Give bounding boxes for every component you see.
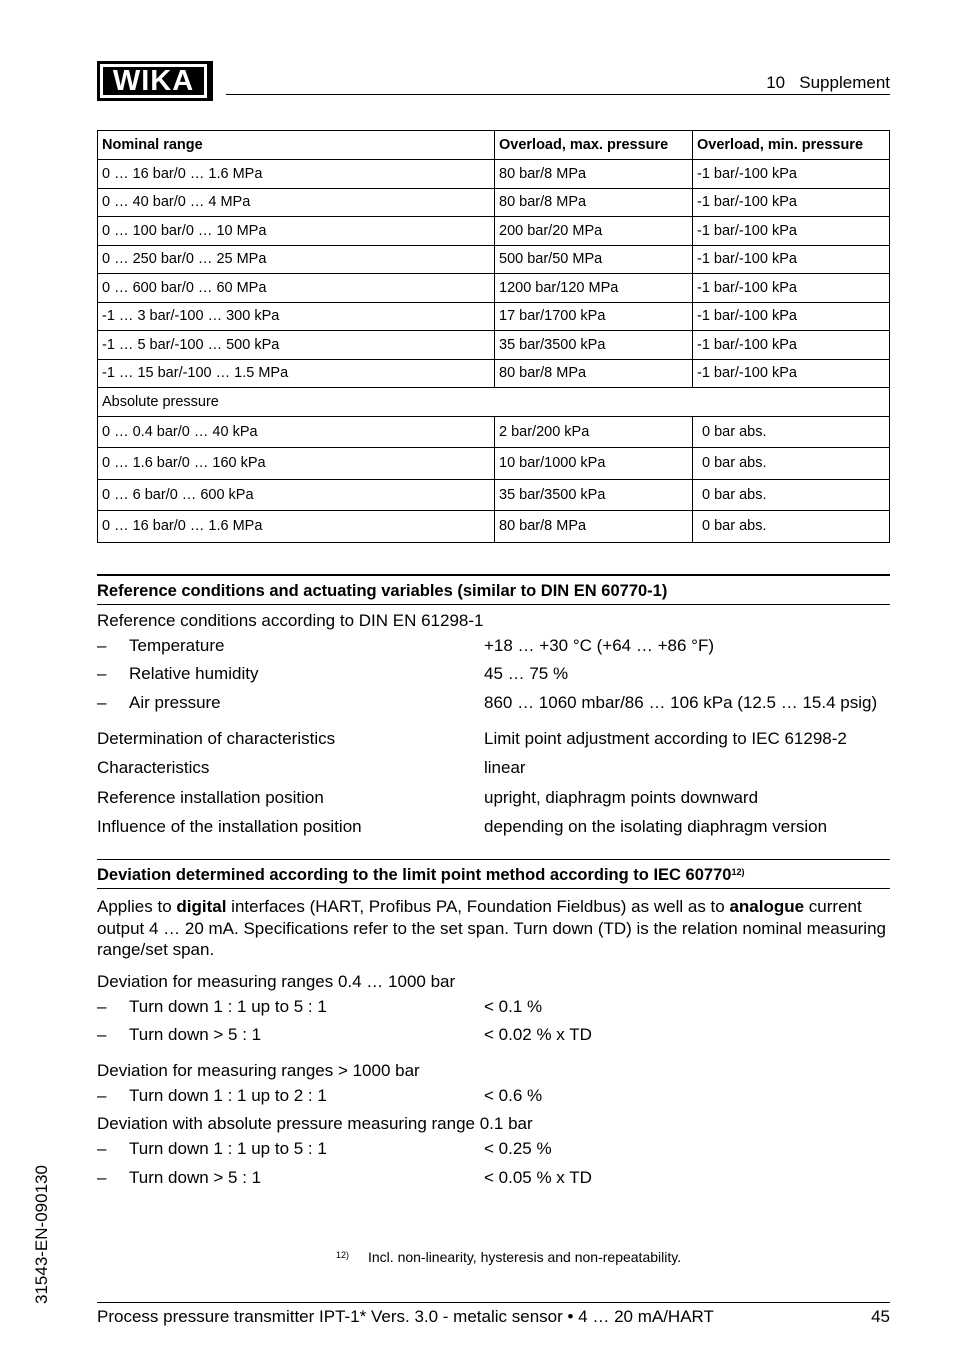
table-cell: 0 … 250 bar/0 … 25 MPa <box>98 245 495 274</box>
table-cell: 0 … 6 bar/0 … 600 kPa <box>98 479 495 511</box>
section-rule-top <box>97 859 890 860</box>
table-cell: -1 bar/-100 kPa <box>693 188 890 217</box>
table-row <box>98 359 890 388</box>
table-cell: 0 … 1.6 bar/0 … 160 kPa <box>98 448 495 480</box>
table-subheader-row <box>98 388 890 417</box>
list-dash: – <box>97 1168 107 1187</box>
table-row <box>98 331 890 360</box>
item-value: < 0.25 % <box>484 1139 552 1158</box>
item-value: < 0.1 % <box>484 997 543 1016</box>
table-cell: 0 … 16 bar/0 … 1.6 MPa <box>98 160 495 189</box>
item-value: 45 … 75 % <box>484 664 569 683</box>
pair-value: upright, diaphragm points downward <box>484 788 759 807</box>
item-label: Turn down 1 : 1 up to 5 : 1 <box>129 997 327 1016</box>
column-header: Overload, min. pressure <box>693 131 890 160</box>
group-title: Deviation for measuring ranges > 1000 bar <box>97 1061 420 1080</box>
table-cell: 200 bar/20 MPa <box>495 217 693 246</box>
list-dash: – <box>97 693 107 712</box>
table-row <box>98 302 890 331</box>
table-row <box>98 245 890 274</box>
document-code: 31543-EN-090130 <box>32 1165 51 1304</box>
item-value: 860 … 1060 mbar/86 … 106 kPa (12.5 … 15.4 psig) <box>484 693 878 712</box>
footnote-ref: 12) <box>731 867 745 877</box>
reference-section-title: Reference conditions and actuating variables (similar to DIN EN 60770-1) <box>97 582 668 600</box>
table-cell: 80 bar/8 MPa <box>495 160 693 189</box>
overload-table <box>97 130 890 543</box>
table-cell: -1 bar/-100 kPa <box>693 160 890 189</box>
table-cell: -1 bar/-100 kPa <box>693 359 890 388</box>
table-cell: -1 bar/-100 kPa <box>693 245 890 274</box>
column-header: Overload, max. pressure <box>495 131 693 160</box>
table-cell: -1 … 3 bar/-100 … 300 kPa <box>98 302 495 331</box>
footnote-text: Incl. non-linearity, hysteresis and non-repeatability. <box>368 1249 682 1265</box>
reference-intro: Reference conditions according to DIN EN 61298-1 <box>97 611 484 630</box>
table-row <box>98 217 890 246</box>
table-cell: -1 bar/-100 kPa <box>693 274 890 303</box>
table-cell: 80 bar/8 MPa <box>495 511 693 543</box>
section-rule-bottom <box>97 604 890 605</box>
pair-label: Characteristics <box>97 758 210 777</box>
list-dash: – <box>97 997 107 1016</box>
para-bold: analogue <box>729 897 805 916</box>
table-cell: 1200 bar/120 MPa <box>495 274 693 303</box>
list-dash: – <box>97 1139 107 1158</box>
table-cell: 80 bar/8 MPa <box>495 359 693 388</box>
item-label: Turn down 1 : 1 up to 2 : 1 <box>129 1086 327 1105</box>
list-dash: – <box>97 1025 107 1044</box>
table-cell: 35 bar/3500 kPa <box>495 479 693 511</box>
footnote-number: 12) <box>336 1250 350 1260</box>
table-cell: 0 bar abs. <box>693 416 890 448</box>
pair-label: Determination of characteristics <box>97 729 336 748</box>
para-bold: digital <box>176 897 227 916</box>
footer-title: Process pressure transmitter IPT-1* Vers. 3.0 - metalic sensor • 4 … 20 mA/HART <box>97 1307 714 1326</box>
item-label: Air pressure <box>129 693 221 712</box>
table-cell: 0 … 0.4 bar/0 … 40 kPa <box>98 416 495 448</box>
table-cell: 0 … 16 bar/0 … 1.6 MPa <box>98 511 495 543</box>
table-cell: 10 bar/1000 kPa <box>495 448 693 480</box>
table-cell: 0 … 100 bar/0 … 10 MPa <box>98 217 495 246</box>
item-label: Temperature <box>129 636 225 655</box>
para-text: interfaces (HART, Profibus PA, Foundation Fieldbus) as well as to <box>226 897 730 916</box>
table-row <box>98 160 890 189</box>
item-label: Turn down > 5 : 1 <box>129 1168 262 1187</box>
section-heading: 10 Supplement <box>766 73 890 92</box>
table-cell: 0 bar abs. <box>693 448 890 480</box>
group-title: Deviation with absolute pressure measuring range 0.1 bar <box>97 1114 533 1133</box>
deviation-title-text: Deviation determined according to the limit point method according to IEC 60770 <box>97 866 732 884</box>
deviation-section-title <box>97 866 744 885</box>
table-row <box>98 479 890 511</box>
header-rule <box>226 94 890 95</box>
table-cell: -1 bar/-100 kPa <box>693 302 890 331</box>
table-cell: 17 bar/1700 kPa <box>495 302 693 331</box>
table-header-row <box>98 131 890 160</box>
table-row <box>98 416 890 448</box>
table-cell: -1 … 15 bar/-100 … 1.5 MPa <box>98 359 495 388</box>
table-cell: 80 bar/8 MPa <box>495 188 693 217</box>
item-value: < 0.02 % x TD <box>484 1025 592 1044</box>
table-cell: 0 … 40 bar/0 … 4 MPa <box>98 188 495 217</box>
table-cell: -1 … 5 bar/-100 … 500 kPa <box>98 331 495 360</box>
logo-bar <box>207 61 213 101</box>
footer-rule <box>97 1302 890 1303</box>
table-cell: 2 bar/200 kPa <box>495 416 693 448</box>
para-text: current output 4 … 20 mA. Specifications refer to the set span. Turn down (TD) is the relation nominal measuring range/set span. <box>97 897 886 959</box>
pair-value: depending on the isolating diaphragm version <box>484 817 828 836</box>
table-row <box>98 274 890 303</box>
group-title: Deviation for measuring ranges 0.4 … 1000 bar <box>97 972 456 991</box>
table-cell: 0 bar abs. <box>693 511 890 543</box>
absolute-pressure-label: Absolute pressure <box>98 388 890 417</box>
wika-logo <box>97 61 210 101</box>
item-label: Turn down 1 : 1 up to 5 : 1 <box>129 1139 327 1158</box>
list-dash: – <box>97 636 107 655</box>
item-label: Relative humidity <box>129 664 259 683</box>
table-row <box>98 448 890 480</box>
page-number: 45 <box>871 1307 890 1326</box>
pair-label: Influence of the installation position <box>97 817 362 836</box>
table-cell: 35 bar/3500 kPa <box>495 331 693 360</box>
pair-label: Reference installation position <box>97 788 324 807</box>
pair-value: linear <box>484 758 526 777</box>
item-value: +18 … +30 °C (+64 … +86 °F) <box>484 636 714 655</box>
item-label: Turn down > 5 : 1 <box>129 1025 262 1044</box>
table-cell: -1 bar/-100 kPa <box>693 331 890 360</box>
section-rule-top <box>97 574 890 576</box>
item-value: < 0.6 % <box>484 1086 543 1105</box>
pair-value: Limit point adjustment according to IEC 61298-2 <box>484 729 847 748</box>
list-dash: – <box>97 664 107 683</box>
table-cell: -1 bar/-100 kPa <box>693 217 890 246</box>
item-value: < 0.05 % x TD <box>484 1168 592 1187</box>
column-header: Nominal range <box>98 131 495 160</box>
table-row <box>98 188 890 217</box>
table-cell: 0 bar abs. <box>693 479 890 511</box>
deviation-paragraph <box>97 896 890 961</box>
section-rule-bottom <box>97 888 890 889</box>
table-cell: 0 … 600 bar/0 … 60 MPa <box>98 274 495 303</box>
logo-text: WIKA <box>103 67 204 95</box>
table-cell: 500 bar/50 MPa <box>495 245 693 274</box>
list-dash: – <box>97 1086 107 1105</box>
table-row <box>98 511 890 543</box>
para-text: Applies to <box>97 897 177 916</box>
